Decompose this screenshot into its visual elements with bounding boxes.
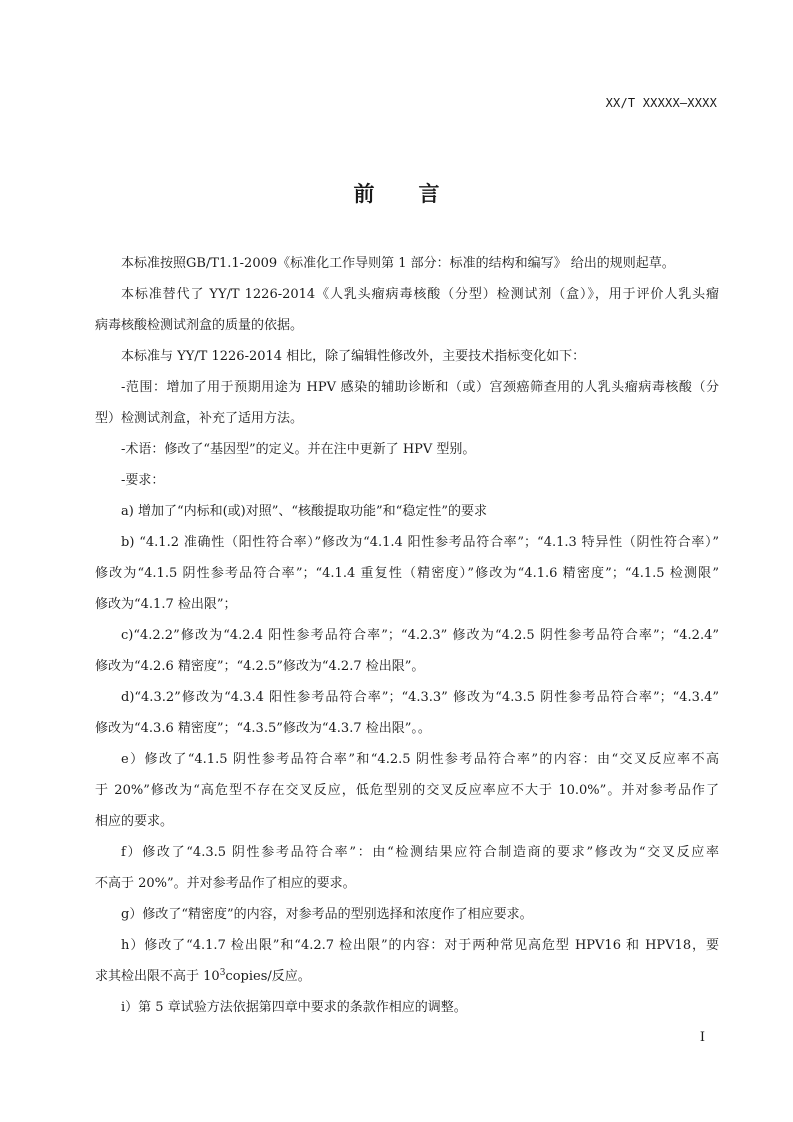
detection-limit-suffix: copies/反应。 <box>225 969 311 984</box>
paragraph-line: e）修改了“4.1.5 阴性参考品符合率”和“4.2.5 阴性参考品符合率”的内容：由“交叉反应率不高 <box>121 752 719 767</box>
foreword-body <box>95 248 719 1023</box>
document-code: XX/T XXXXX—XXXX <box>605 96 717 110</box>
paragraph-line: -要求： <box>121 473 165 488</box>
paragraph-line: h）修改了“4.1.7 检出限”和“4.2.7 检出限”的内容：对于两种常见高危型 HPV16 和 HPV18，要 <box>121 938 719 953</box>
paragraph-line: -术语：修改了“基因型”的定义。并在注中更新了 HPV 型别。 <box>121 442 476 457</box>
paragraph-line: a) 增加了“内标和(或)对照”、“核酸提取功能”和“稳定性”的要求 <box>121 504 487 519</box>
paragraph-line: 于 20%”修改为“高危型不存在交叉反应，低危型别的交叉反应率应不大于 10.0%”。并对参考品作了 <box>95 783 719 798</box>
page-number: I <box>699 1030 705 1045</box>
paragraph-line: 本标准替代了 YY/T 1226-2014《人乳头瘤病毒核酸（分型）检测试剂（盒）》，用于评价人乳头瘤 <box>121 287 719 302</box>
paragraph-line: 修改为“4.2.6 精密度”；“4.2.5”修改为“4.2.7 检出限”。 <box>95 659 425 674</box>
paragraph-line: 型）检测试剂盒，补充了适用方法。 <box>95 411 304 426</box>
paragraph-line: c)“4.2.2”修改为“4.2.4 阳性参考品符合率”；“4.2.3” 修改为“4.2.5 阴性参考品符合率”；“4.2.4” <box>121 628 719 643</box>
paragraph-line: g）修改了“精密度”的内容，对参考品的型别选择和浓度作了相应要求。 <box>121 907 533 922</box>
paragraph-line: 不高于 20%”。并对参考品作了相应的要求。 <box>95 876 356 891</box>
detection-limit-line <box>95 961 719 992</box>
paragraph-line: f）修改了“4.3.5 阴性参考品符合率”：由“检测结果应符合制造商的要求”修改为“交叉反应率 <box>121 845 719 860</box>
detection-limit-prefix: 求其检出限不高于 10 <box>95 969 220 984</box>
paragraph-line: 相应的要求。 <box>95 814 174 829</box>
detection-limit-exponent: 3 <box>219 968 226 978</box>
paragraph-line: i）第 5 章试验方法依据第四章中要求的条款作相应的调整。 <box>121 1000 467 1015</box>
page-title: 前言 <box>353 182 484 206</box>
paragraph-line: 病毒核酸检测试剂盒的质量的依据。 <box>95 318 304 333</box>
paragraph-line: -范围：增加了用于预期用途为 HPV 感染的辅助诊断和（或）宫颈癌筛查用的人乳头瘤病毒核酸（分 <box>121 380 719 395</box>
paragraph-line: 本标准与 YY/T 1226-2014 相比，除了编辑性修改外，主要技术指标变化如下： <box>121 349 586 364</box>
paragraph-line: d)“4.3.2”修改为“4.3.4 阳性参考品符合率”；“4.3.3” 修改为“4.3.5 阴性参考品符合率”；“4.3.4” <box>121 690 719 705</box>
paragraph-line: 修改为“4.1.7 检出限”； <box>95 597 237 612</box>
paragraph-line: b) “4.1.2 准确性（阳性符合率）”修改为“4.1.4 阳性参考品符合率”；“4.1.3 特异性（阴性符合率）” <box>121 535 719 550</box>
paragraph-line: 修改为“4.1.5 阴性参考品符合率”；“4.1.4 重复性（精密度）”修改为“4.1.6 精密度”；“4.1.5 检测限” <box>95 566 719 581</box>
paragraph-line: 修改为“4.3.6 精密度”；“4.3.5”修改为“4.3.7 检出限”。。 <box>95 721 431 736</box>
paragraph-line: 本标准按照GB/T1.1-2009《标准化工作导则第 1 部分：标准的结构和编写》 给出的规则起草。 <box>121 256 675 271</box>
